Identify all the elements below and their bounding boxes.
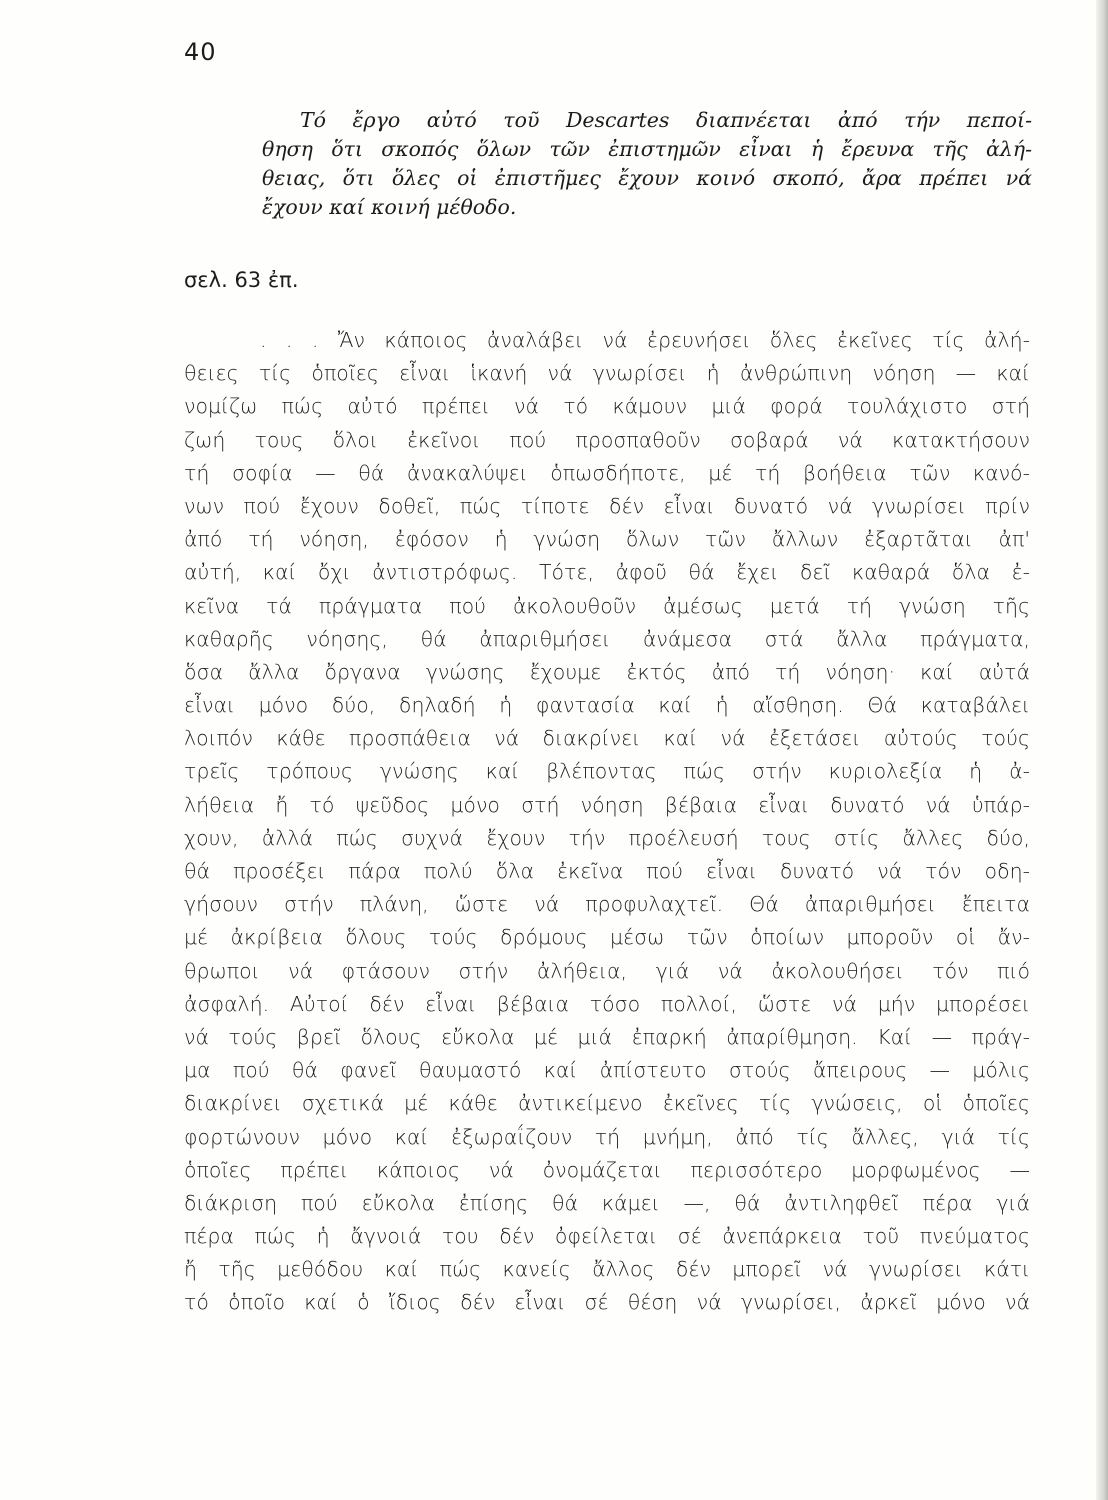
body-line: λοιπόν κάθε προσπάθεια νά διακρίνει καί νά ἐξετάσει αὐτούς τούς [184,726,1030,751]
body-line: εἶναι μόνο δύο, δηλαδή ἡ φαντασία καί ἡ αἴσθηση. Θά καταβάλει [184,693,1030,718]
body-line: ἤ τῆς μεθόδου καί πώς κανείς ἄλλος δέν μπορεῖ νά γνωρίσει κάτι [184,1257,1030,1282]
body-line: κεῖνα τά πράγματα πού ἀκολουθοῦν ἀμέσως μετά τή γνώση τῆς [184,593,1030,618]
body-paragraph [184,324,1030,1320]
body-line: ὁποῖες πρέπει κάποιος νά ὀνομάζεται περισσότερο μορφωμένος — [184,1157,1030,1182]
page-number: 40 [184,38,217,66]
body-line: θά προσέξει πάρα πολύ ὅλα ἐκεῖνα πού εἶναι δυνατό νά τόν οδη- [184,859,1030,883]
quote-line: θειας, ὅτι ὅλες οἱ ἐπιστῆμες ἔχουν κοινό σκοπό, ἄρα πρέπει νά [262,166,1032,190]
body-line: γήσουν στήν πλάνη, ὥστε νά προφυλαχτεῖ. Θά ἀπαριθμήσει ἔπειτα [184,892,1030,917]
body-line: θειες τίς ὁποῖες εἶναι ἱκανή νά γνωρίσει ἡ ἀνθρώπινη νόηση — καί [184,361,1030,386]
quote-line: θηση ὅτι σκοπός ὅλων τῶν ἐπιστημῶν εἶναι ἡ ἔρευνα τῆς ἀλή- [262,137,1032,161]
body-line: λήθεια ἤ τό ψεῦδος μόνο στή νόηση βέβαια εἶναι δυνατό νά ὑπάρ- [184,792,1030,817]
page-reference: σελ. 63 ἐπ. [184,268,299,292]
body-line: φορτώνουν μόνο καί ἐξωραΐζουν τή μνήμη, ἀπό τίς ἄλλες, γιά τίς [184,1124,1030,1149]
body-line: τρεῖς τρόπους γνώσης καί βλέποντας πώς στήν κυριολεξία ἡ ἀ- [184,759,1030,784]
quote-line: ἔχουν καί κοινή μέθοδο. [262,195,517,219]
body-line: νά τούς βρεῖ ὅλους εὔκολα μέ μιά ἐπαρκή ἀπαρίθμηση. Καί — πράγ- [184,1024,1030,1049]
body-line: διάκριση πού εὔκολα ἐπίσης θά κάμει —, θά ἀντιληφθεῖ πέρα γιά [184,1190,1030,1215]
body-line: μα πού θά φανεῖ θαυμαστό καί ἀπίστευτο στούς ἄπειρους — μόλις [184,1058,1030,1083]
body-line: τή σοφία — θά ἀνακαλύψει ὁπωσδήποτε, μέ τή βοήθεια τῶν κανό- [184,460,1030,485]
body-line: νομίζω πώς αὐτό πρέπει νά τό κάμουν μιά φορά τουλάχιστο στή [184,394,1030,419]
body-line: θρωποι νά φτάσουν στήν ἀλήθεια, γιά νά ἀκολουθήσει τόν πιό [184,958,1030,983]
page-edge-shadow [1096,0,1108,1500]
body-line: αὐτή, καί ὄχι ἀντιστρόφως. Τότε, ἀφοῦ θά ἔχει δεῖ καθαρά ὅλα ἐ- [184,560,1030,585]
body-line: πέρα πώς ἡ ἄγνοιά του δέν ὀφείλεται σέ ἀνεπάρκεια τοῦ πνεύματος [184,1224,1030,1249]
body-line: καθαρῆς νόησης, θά ἀπαριθμήσει ἀνάμεσα στά ἄλλα πράγματα, [184,626,1030,651]
body-line: ἀπό τή νόηση, ἐφόσον ἡ γνώση ὅλων τῶν ἄλλων ἐξαρτᾶται ἀπ' [184,527,1030,552]
body-line: νων πού ἔχουν δοθεῖ, πώς τίποτε δέν εἶναι δυνατό νά γνωρίσει πρίν [184,493,1030,518]
body-line: ὅσα ἄλλα ὄργανα γνώσης ἔχουμε ἐκτός ἀπό τή νόηση· καί αὐτά [184,659,1030,684]
body-line: ζωή τους ὅλοι ἐκεῖνοι πού προσπαθοῦν σοβαρά νά κατακτήσουν [184,427,1030,452]
body-line: . . . Ἄν κάποιος ἀναλάβει νά ἐρευνήσει ὅλες ἐκεῖνες τίς ἀλή- [260,328,1030,352]
body-line: χουν, ἀλλά πώς συχνά ἔχουν τήν προέλευσή τους στίς ἄλλες δύο, [184,825,1030,850]
quote-line: Τό ἔργο αὐτό τοῦ Descartes διαπνέεται ἀπό τήν πεποί- [300,108,1032,132]
quote-block [262,106,1032,222]
body-line: μέ ἀκρίβεια ὅλους τούς δρόμους μέσω τῶν ὁποίων μποροῦν οἱ ἄν- [184,925,1030,950]
body-line: ἀσφαλή. Αὐτοί δέν εἶναι βέβαια τόσο πολλοί, ὥστε νά μήν μπορέσει [184,991,1030,1016]
body-line: τό ὁποῖο καί ὁ ἴδιος δέν εἶναι σέ θέση νά γνωρίσει, ἀρκεῖ μόνο νά [184,1290,1030,1315]
body-line: διακρίνει σχετικά μέ κάθε ἀντικείμενο ἐκεῖνες τίς γνώσεις, οἱ ὁποῖες [184,1091,1030,1116]
